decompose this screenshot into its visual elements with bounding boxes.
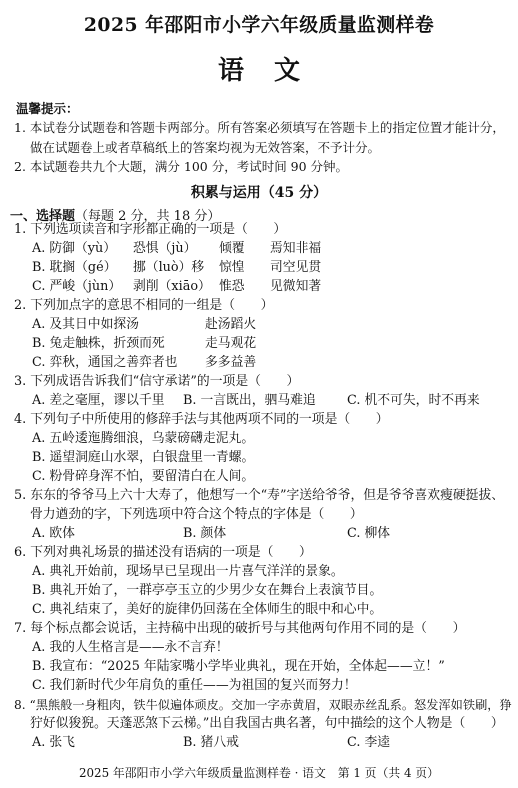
question-5-stem-1: 5. 东东的爷爷马上六十大寿了，他想写一个“寿”字送给爷爷，但是爷爷喜欢瘦硬挺拔、 (14, 488, 505, 503)
q5-option-c: C. 柳体 (347, 526, 391, 541)
q2-c-right: 多多益善 (205, 355, 257, 370)
q1-c-4: 见微知著 (270, 279, 322, 294)
part-note: （每题 2 分，共 18 分） (75, 209, 221, 224)
page-footer: 2025 年邵阳市小学六年级质量监测样卷 · 语文 第 1 页（共 4 页） (78, 766, 440, 780)
q2-c-left: C. 弈秋，通国之善弈者也 (32, 355, 178, 370)
q6-option-c: C. 典礼结束了，美好的旋律仍回荡在全体师生的眼中和心中。 (32, 602, 383, 617)
q2-b-right: 走马观花 (205, 336, 257, 351)
q2-b-left: B. 兔走触株，折颈而死 (32, 336, 165, 351)
q1-a-1: A. 防御（yù） (32, 241, 117, 256)
section-title: 积累与运用（45 分） (190, 185, 328, 201)
q8-option-a: A. 张飞 (32, 735, 75, 750)
question-5-stem-2: 骨力遒劲的字，下列选项中符合这个特点的字体是（ ） (30, 507, 363, 522)
q3-option-b: B. 一言既出，驷马难追 (183, 393, 316, 408)
q5-option-a: A. 欧体 (32, 526, 75, 541)
q1-a-2: 恐惧（jù） (133, 241, 197, 256)
q2-a-right: 赴汤蹈火 (205, 317, 257, 332)
exam-title: 2025 年邵阳市小学六年级质量监测样卷 (83, 14, 435, 36)
q3-option-c: C. 机不可失，时不再来 (347, 393, 480, 408)
notice-line-3: 2. 本试题卷共九个大题，满分 100 分，考试时间 90 分钟。 (14, 159, 349, 174)
part-label: 一、选择题 (10, 209, 76, 224)
q7-option-a: A. 我的人生格言是——永不言弃！ (32, 640, 229, 655)
q4-option-a: A. 五岭逶迤腾细浪，乌蒙磅礴走泥丸。 (32, 431, 255, 446)
subject-title: 语文 (217, 56, 330, 86)
question-8-stem-1: 8. “黑熊般一身粗肉，铁牛似遍体顽皮。交加一字赤黄眉，双眼赤丝乱系。怒发浑如铁刷，狰 (14, 698, 512, 712)
q1-b-2: 挪（luò）移 (133, 260, 205, 275)
q1-a-4: 焉知非福 (270, 241, 322, 256)
q1-c-2: 剥削（xiāo） (133, 279, 211, 294)
q7-option-c: C. 我们新时代少年肩负的重任——为祖国的复兴而努力！ (32, 678, 357, 693)
q1-b-3: 惊惶 (219, 260, 245, 275)
q8-option-b: B. 猪八戒 (183, 735, 239, 750)
question-6-stem: 6. 下列对典礼场景的描述没有语病的一项是（ ） (14, 545, 312, 560)
q6-option-a: A. 典礼开始前，现场早已呈现出一片喜气洋洋的景象。 (32, 564, 344, 579)
q5-option-b: B. 颜体 (183, 526, 227, 541)
question-3-stem: 3. 下列成语告诉我们“信守承诺”的一项是（ ） (14, 374, 300, 389)
q7-option-b: B. 我宣布：“2025 年陆家嘴小学毕业典礼，现在开始，全体起——立！” (32, 659, 445, 674)
question-7-stem: 7. 每个标点都会说话，主持稿中出现的破折号与其他两句作用不同的是（ ） (14, 621, 466, 636)
q6-option-b: B. 典礼开始了，一群亭亭玉立的少男少女在舞台上表演节目。 (32, 583, 383, 598)
question-1-stem: 1. 下列选项读音和字形都正确的一项是（ ） (14, 222, 287, 237)
q1-b-4: 司空见贯 (270, 260, 322, 275)
q1-c-3: 惟恐 (219, 279, 245, 294)
notice-title: 温馨提示： (16, 101, 79, 116)
q4-option-c: C. 粉骨碎身浑不怕，要留清白在人间。 (32, 469, 255, 484)
question-4-stem: 4. 下列句子中所使用的修辞手法与其他两项不同的一项是（ ） (14, 412, 389, 427)
notice-line-1: 1. 本试卷分试题卷和答题卡两部分。所有答案必须填写在答题卡上的指定位置才能计分， (14, 120, 505, 135)
q3-option-a: A. 差之毫厘，谬以千里 (32, 393, 165, 408)
q4-option-b: B. 遥望洞庭山水翠，白银盘里一青螺。 (32, 450, 255, 465)
q1-c-1: C. 严峻（jùn） (32, 279, 122, 294)
q2-a-left: A. 及其日中如探汤 (32, 317, 139, 332)
q1-b-1: B. 耽搁（gé） (32, 260, 117, 275)
question-2-stem: 2. 下列加点字的意思不相同的一组是（ ） (14, 298, 274, 313)
q1-a-3: 倾覆 (219, 241, 245, 256)
question-8-stem-2: 狞好似狻猊。天蓬恶煞下云梯。”出自我国古典名著，句中描绘的这个人物是（ ） (30, 716, 504, 731)
notice-line-2: 做在试题卷上或者草稿纸上的答案均视为无效答案，不予计分。 (30, 140, 381, 155)
q8-option-c: C. 李逵 (347, 735, 391, 750)
